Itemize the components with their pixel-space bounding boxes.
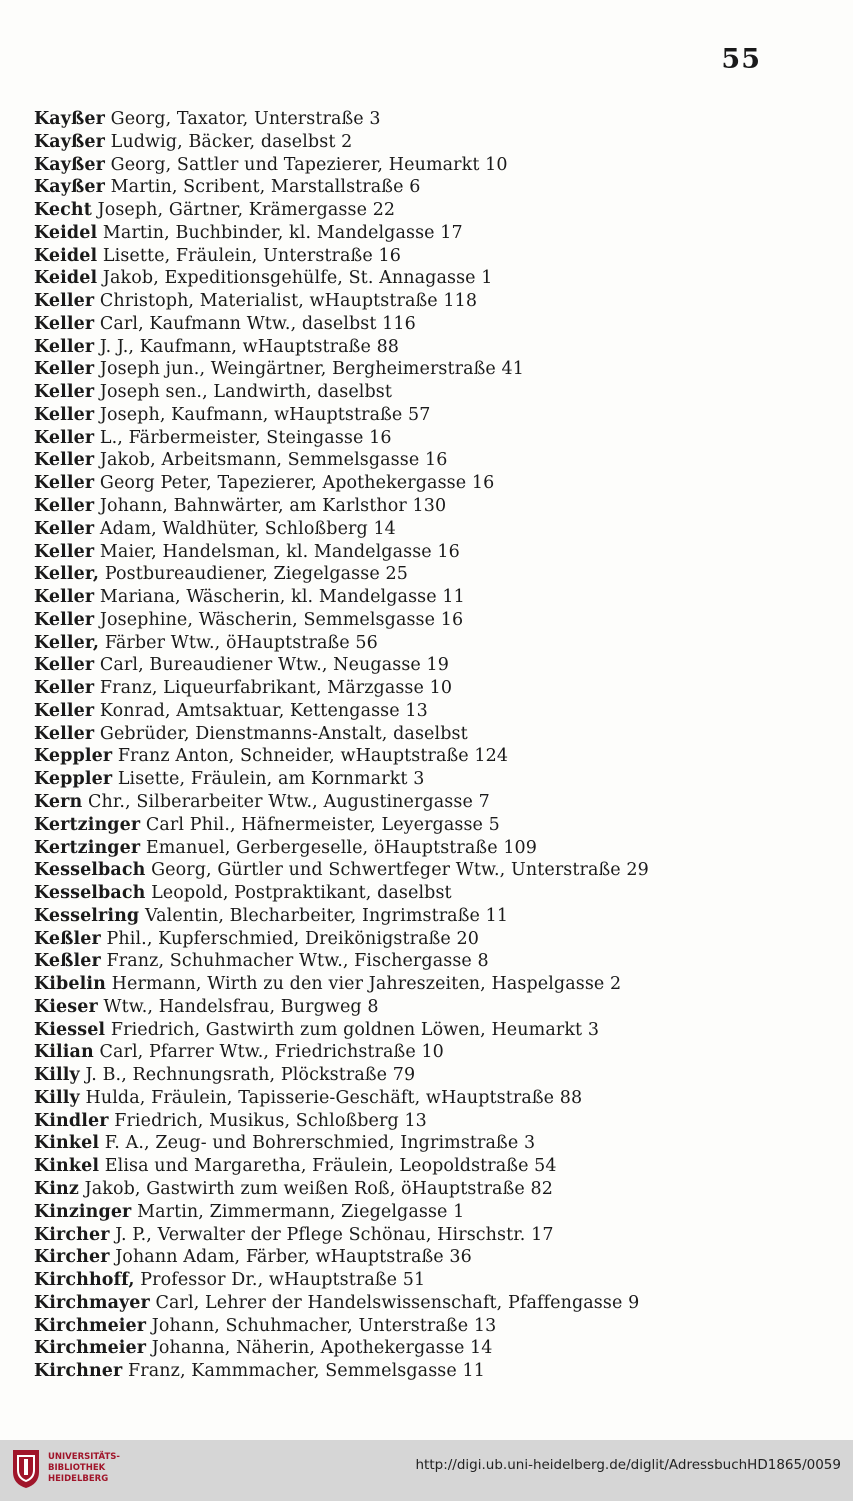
entry-details: Ludwig, Bäcker, daselbst 2 [110, 131, 353, 152]
entry-surname: Kayßer [34, 109, 105, 129]
directory-entry [34, 518, 813, 541]
entry-surname: Keidel [34, 222, 98, 243]
entry-surname: Kircher [34, 1224, 110, 1245]
entry-details: Friedrich, Gastwirth zum goldnen Löwen, Heumarkt 3 [110, 1019, 600, 1040]
entry-details: Jakob, Expeditionsgehülfe, St. Annagasse 1 [102, 268, 493, 289]
directory-entry [34, 176, 813, 199]
entry-details: Carl, Pfarrer Wtw., Friedrichstraße 10 [99, 1042, 444, 1063]
entry-details: Joseph jun., Weingärtner, Bergheimerstraße 41 [99, 359, 524, 380]
entry-details: Georg, Taxator, Unterstraße 3 [110, 109, 381, 129]
directory-entry [34, 723, 813, 746]
directory-entry [34, 1155, 813, 1178]
entry-surname: Keller [34, 541, 95, 562]
entry-details: Joseph, Gärtner, Krämergasse 22 [97, 200, 396, 221]
entry-surname: Kinkel [34, 1133, 100, 1154]
directory-entry [34, 950, 813, 973]
entry-surname: Kirchmeier [34, 1338, 147, 1359]
entry-details: Johann, Schuhmacher, Unterstraße 13 [151, 1315, 497, 1336]
directory-entry [34, 700, 813, 723]
directory-entry [34, 1360, 813, 1383]
directory-entry [34, 199, 813, 222]
entry-details: Martin, Zimmermann, Ziegelgasse 1 [137, 1201, 465, 1222]
entry-surname: Kesselbach [34, 883, 146, 904]
directory-entry [34, 1132, 813, 1155]
entry-details: Christoph, Materialist, wHauptstraße 118 [99, 291, 478, 312]
entry-surname: Kibelin [34, 974, 106, 995]
directory-entry [34, 495, 813, 518]
entry-surname: Kilian [34, 1042, 94, 1063]
directory-entry [34, 1201, 813, 1224]
library-name-line: BIBLIOTHEK [48, 1463, 106, 1473]
entry-details: Adam, Waldhüter, Schloßberg 14 [99, 518, 396, 539]
directory-entry [34, 791, 813, 814]
directory-entry [34, 290, 813, 313]
entry-details: Valentin, Blecharbeiter, Ingrimstraße 11 [144, 905, 509, 926]
directory-entry [34, 313, 813, 336]
entry-surname: Kayßer [34, 177, 105, 198]
directory-entry [34, 404, 813, 427]
entry-details: Phil., Kupferschmied, Dreikönigstraße 20 [106, 928, 479, 949]
directory-entry [34, 654, 813, 677]
entry-details: Konrad, Amtsaktuar, Kettengasse 13 [99, 700, 428, 721]
directory-entry [34, 768, 813, 791]
entry-surname: Keller [34, 404, 95, 425]
directory-entry [34, 996, 813, 1019]
directory-entry [34, 1019, 813, 1042]
entry-details: Färber Wtw., öHauptstraße 56 [104, 632, 378, 653]
entry-surname: Keller [34, 382, 95, 403]
entry-surname: Keidel [34, 268, 98, 289]
directory-entry [34, 1337, 813, 1360]
directory-entry [34, 563, 813, 586]
entry-details: Martin, Buchbinder, kl. Mandelgasse 17 [102, 222, 463, 243]
entry-surname: Keller, [34, 564, 100, 585]
entry-details: Jakob, Gastwirth zum weißen Roß, öHauptstraße 82 [84, 1178, 553, 1199]
entry-surname: Kinkel [34, 1156, 100, 1177]
entry-surname: Keller [34, 313, 95, 334]
entry-surname: Keller [34, 473, 95, 494]
directory-entry [34, 1087, 813, 1110]
entry-details: Carl Phil., Häfnermeister, Leyergasse 5 [145, 814, 500, 835]
entry-surname: Kayßer [34, 131, 105, 152]
directory-entry [34, 1041, 813, 1064]
directory-entry [34, 973, 813, 996]
directory-entry [34, 541, 813, 564]
entry-surname: Keppler [34, 769, 113, 790]
directory-entry [34, 245, 813, 268]
source-url-link[interactable]: http://digi.ub.uni-heidelberg.de/diglit/AdressbuchHD1865/0059 [415, 1457, 841, 1473]
entry-details: Martin, Scribent, Marstallstraße 6 [110, 177, 421, 198]
entry-details: Wtw., Handelsfrau, Burgweg 8 [103, 996, 379, 1017]
entry-details: Gebrüder, Dienstmanns-Anstalt, daselbst [99, 723, 468, 744]
entry-details: Chr., Silberarbeiter Wtw., Augustinergasse 7 [87, 791, 490, 812]
directory-entry [34, 882, 813, 905]
entry-surname: Kesselbach [34, 860, 146, 881]
entry-details: Johann, Bahnwärter, am Karlsthor 130 [99, 496, 447, 517]
entry-details: Carl, Lehrer der Handelswissenschaft, Pfaffengasse 9 [155, 1292, 640, 1313]
entry-details: Georg Peter, Tapezierer, Apothekergasse 16 [99, 473, 495, 494]
library-name [48, 1452, 120, 1485]
entry-surname: Keller [34, 291, 95, 312]
directory-entry [34, 928, 813, 951]
entry-surname: Keller [34, 587, 95, 608]
entry-details: Johann Adam, Färber, wHauptstraße 36 [115, 1247, 472, 1268]
entry-details: Carl, Bureaudiener Wtw., Neugasse 19 [99, 655, 450, 676]
entry-details: Joseph sen., Landwirth, daselbst [99, 382, 392, 403]
page-number: 55 [721, 44, 761, 75]
entry-details: Friedrich, Musikus, Schloßberg 13 [114, 1110, 427, 1131]
entry-details: Carl, Kaufmann Wtw., daselbst 116 [99, 313, 416, 334]
directory-entry [34, 336, 813, 359]
directory-entry [34, 1246, 813, 1269]
entry-surname: Kayßer [34, 154, 105, 175]
entry-surname: Killy [34, 1087, 80, 1108]
library-logo-icon [10, 1448, 42, 1490]
directory-entry [34, 837, 813, 860]
entry-surname: Keller [34, 609, 95, 630]
directory-entry [34, 859, 813, 882]
entry-details: Joseph, Kaufmann, wHauptstraße 57 [99, 404, 431, 425]
entry-surname: Kinzinger [34, 1201, 132, 1222]
entry-surname: Keller [34, 359, 95, 380]
entry-details: Georg, Sattler und Tapezierer, Heumarkt 10 [110, 154, 508, 175]
directory-entry [34, 677, 813, 700]
entry-details: Elisa und Margaretha, Fräulein, Leopoldstraße 54 [104, 1156, 557, 1177]
directory-entry [34, 632, 813, 655]
entry-surname: Kecht [34, 200, 92, 221]
entry-details: Emanuel, Gerbergeselle, öHauptstraße 109 [145, 837, 538, 858]
directory-entry [34, 472, 813, 495]
entry-surname: Keller [34, 723, 95, 744]
entry-surname: Kirchner [34, 1361, 123, 1382]
directory-entry [34, 267, 813, 290]
directory-entry [34, 1269, 813, 1292]
entry-details: Franz, Schuhmacher Wtw., Fischergasse 8 [106, 951, 489, 972]
directory-entry [34, 905, 813, 928]
entry-details: Postbureaudiener, Ziegelgasse 25 [104, 564, 408, 585]
directory-entry [34, 609, 813, 632]
entry-details: Josephine, Wäscherin, Semmelsgasse 16 [99, 609, 464, 630]
entry-surname: Keller [34, 678, 95, 699]
entry-details: Jakob, Arbeitsmann, Semmelsgasse 16 [99, 450, 448, 471]
entry-details: Leopold, Postpraktikant, daselbst [151, 883, 452, 904]
entry-surname: Keller [34, 655, 95, 676]
directory-entry [34, 222, 813, 245]
directory-entry [34, 1064, 813, 1087]
footer-bar [0, 1440, 853, 1501]
directory-entry [34, 1110, 813, 1133]
entry-surname: Kirchmeier [34, 1315, 147, 1336]
entry-details: Lisette, Fräulein, Unterstraße 16 [102, 245, 401, 266]
entry-surname: Keller [34, 336, 95, 357]
entry-details: Hermann, Wirth zu den vier Jahreszeiten, Haspelgasse 2 [111, 974, 622, 995]
directory-entry [34, 1315, 813, 1338]
entry-details: J. P., Verwalter der Pflege Schönau, Hirschstr. 17 [115, 1224, 554, 1245]
entry-details: Mariana, Wäscherin, kl. Mandelgasse 11 [99, 587, 465, 608]
entry-surname: Kirchmayer [34, 1292, 150, 1313]
entry-details: J. J., Kaufmann, wHauptstraße 88 [99, 336, 400, 357]
entry-details: Franz, Kammmacher, Semmelsgasse 11 [128, 1361, 485, 1382]
directory-entry [34, 586, 813, 609]
directory-entry-list [34, 108, 813, 1383]
entry-details: Hulda, Fräulein, Tapisserie-Geschäft, wHauptstraße 88 [85, 1087, 583, 1108]
directory-entry [34, 358, 813, 381]
entry-surname: Keidel [34, 245, 98, 266]
directory-entry [34, 1178, 813, 1201]
entry-surname: Kertzinger [34, 814, 141, 835]
directory-entry [34, 427, 813, 450]
entry-details: J. B., Rechnungsrath, Plöckstraße 79 [85, 1065, 416, 1086]
entry-surname: Keller, [34, 632, 100, 653]
directory-entry [34, 814, 813, 837]
library-name-line: HEIDELBERG [48, 1474, 109, 1484]
entry-surname: Kern [34, 791, 83, 812]
directory-entry [34, 108, 813, 131]
entry-details: Professor Dr., wHauptstraße 51 [140, 1270, 426, 1291]
entry-surname: Keller [34, 496, 95, 517]
library-name-line: UNIVERSITÄTS- [48, 1452, 120, 1462]
entry-surname: Kirchhoff, [34, 1270, 135, 1291]
entry-details: Franz, Liqueurfabrikant, Märzgasse 10 [99, 678, 453, 699]
entry-surname: Keller [34, 700, 95, 721]
directory-entry [34, 131, 813, 154]
directory-entry [34, 449, 813, 472]
directory-entry [34, 1292, 813, 1315]
entry-surname: Kertzinger [34, 837, 141, 858]
directory-entry [34, 1224, 813, 1247]
entry-details: Maier, Handelsman, kl. Mandelgasse 16 [99, 541, 460, 562]
entry-surname: Kiessel [34, 1019, 106, 1040]
entry-surname: Keller [34, 518, 95, 539]
entry-details: Franz Anton, Schneider, wHauptstraße 124 [117, 746, 509, 767]
entry-surname: Kircher [34, 1247, 110, 1268]
entry-surname: Kieser [34, 996, 98, 1017]
directory-entry [34, 745, 813, 768]
entry-details: Georg, Gürtler und Schwertfeger Wtw., Unterstraße 29 [151, 860, 649, 881]
entry-details: F. A., Zeug- und Bohrerschmied, Ingrimstraße 3 [104, 1133, 536, 1154]
directory-entry [34, 381, 813, 404]
directory-entry [34, 154, 813, 177]
entry-surname: Keßler [34, 951, 101, 972]
entry-surname: Kindler [34, 1110, 109, 1131]
entry-surname: Killy [34, 1065, 80, 1086]
entry-surname: Keller [34, 450, 95, 471]
entry-details: Lisette, Fräulein, am Kornmarkt 3 [117, 769, 425, 790]
entry-surname: Keller [34, 427, 95, 448]
entry-surname: Kesselring [34, 905, 140, 926]
entry-details: Johanna, Näherin, Apothekergasse 14 [151, 1338, 493, 1359]
entry-surname: Keßler [34, 928, 101, 949]
entry-surname: Keppler [34, 746, 113, 767]
entry-surname: Kinz [34, 1178, 79, 1199]
entry-details: L., Färbermeister, Steingasse 16 [99, 427, 392, 448]
